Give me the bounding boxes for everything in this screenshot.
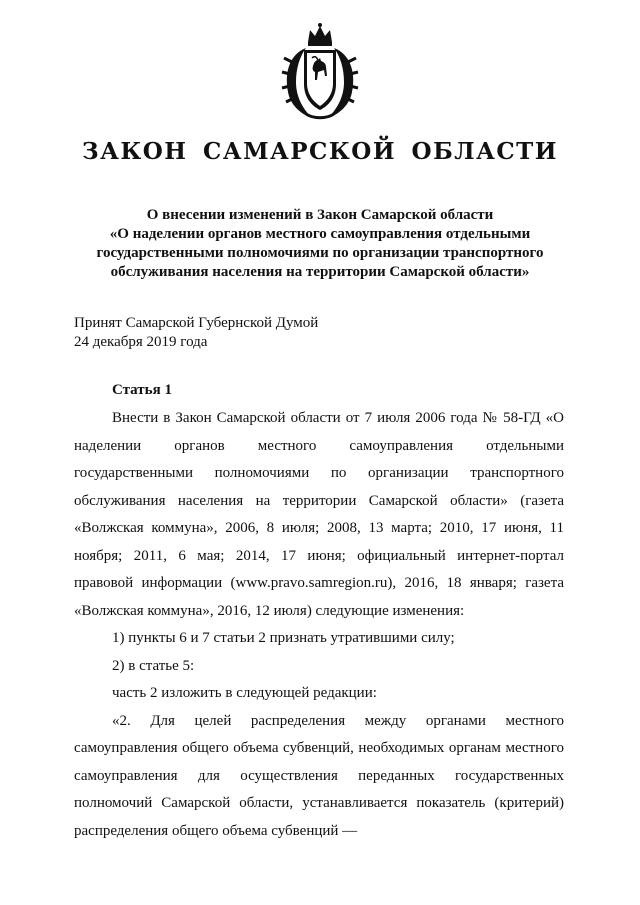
article-paragraph: Внести в Закон Самарской области от 7 июля 2006 года № 58-ГД «О наделении органов местного самоуправления отдельными государственными полномочиями по организации транспортного обслуживания населения на территории Самарской области» (газета «Волжская коммуна», 2006, 8 июля; 2008, 13 марта; 2010, 17 июня, 11 ноября; 2011, 6 мая; 2014, 17 июня; официальный интернет-портал правовой информации (www.pravo.samregion.ru), 2016, 18 января; газета «Волжская коммуна», 2016, 12 июля) следующие изменения: [74,410,564,619]
article-paragraph: 2) в статье 5: [112,657,195,674]
article-paragraph: «2. Для целей распределения между органами местного самоуправления общего объема субвенций, необходимых органам местного самоуправления для осуществления переданных государственных полномочий Самарской области, устанавливается показатель (критерий) распределения общего объема субвенций — [74,712,564,839]
adoption-body: Принят Самарской Губернской Думой [74,315,319,331]
law-title: ЗАКОН САМАРСКОЙ ОБЛАСТИ [82,138,558,165]
subject-line: О внесении изменений в Закон Самарской области [146,207,494,223]
article-heading: Статья 1 [112,382,172,398]
article-body [74,405,564,845]
samara-coat-of-arms-icon [280,22,360,122]
subject-line: обслуживания населения на территории Самарской области» [110,264,530,280]
subject-line: государственными полномочиями по организации транспортного [96,245,544,261]
law-subject [60,206,580,282]
article-paragraph: 1) пункты 6 и 7 статьи 2 признать утратившими силу; [112,630,455,646]
adoption-date: 24 декабря 2019 года [74,334,208,350]
subject-line: «О наделении органов местного самоуправления отдельными [109,226,531,242]
article-paragraph: часть 2 изложить в следующей редакции: [112,685,377,701]
adoption-info [74,314,474,352]
